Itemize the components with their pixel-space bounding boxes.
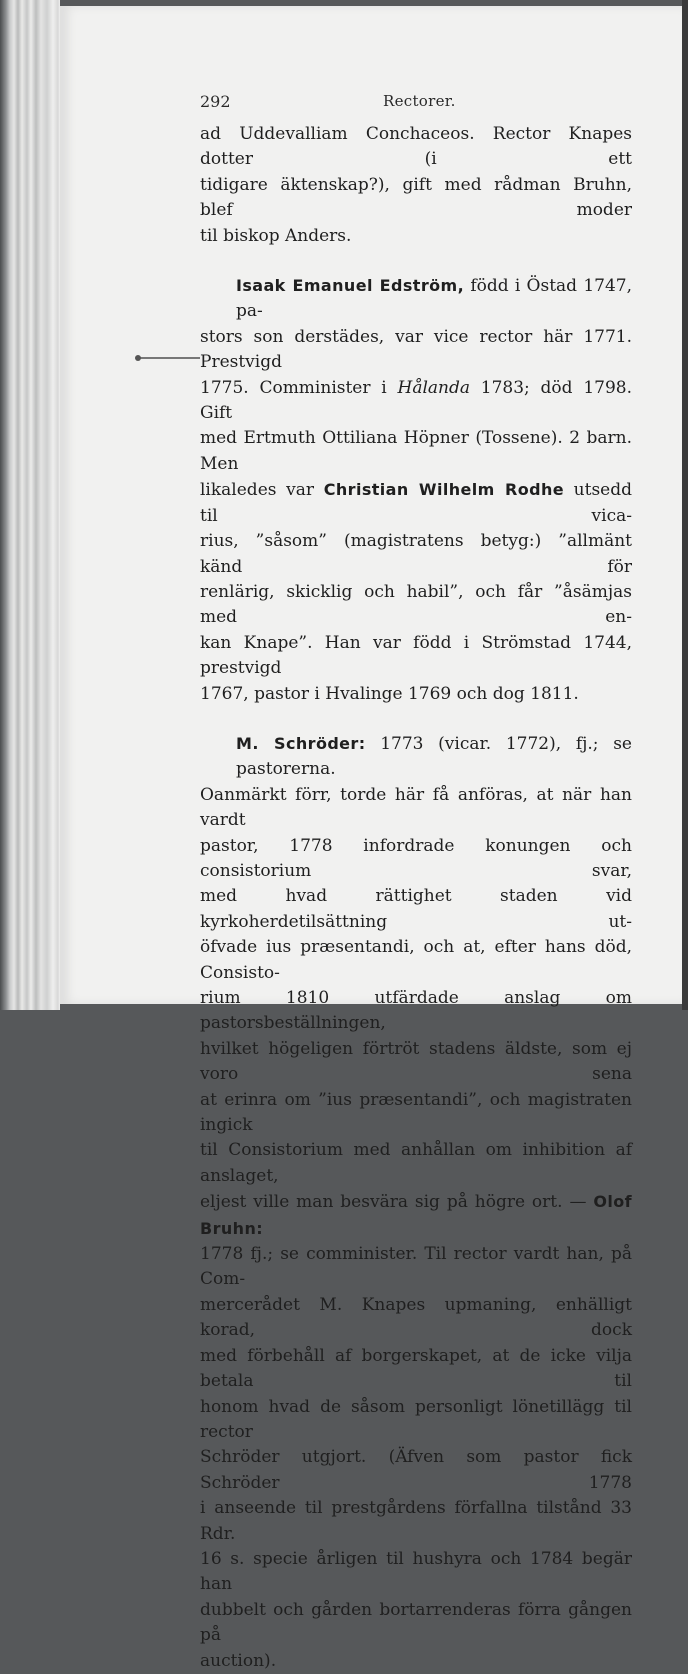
text-line: likaledes var Christian Wilhelm Rodhe utsedd til vica-	[200, 480, 633, 526]
text-line: rius, ”såsom” (magistratens betyg:) ”allmänt känd för	[200, 531, 632, 577]
text-line: kan Knape”. Han var född i Strömstad 1744, prestvigd	[200, 632, 632, 679]
text-line: 1767, pastor i Hvalinge 1769 och dog 1811.	[200, 683, 579, 704]
text-line: 1778 fj.; se comminister. Til rector vardt han, på Com-	[200, 1244, 632, 1290]
text-line: til biskop Anders.	[200, 225, 352, 246]
text-line: pastor, 1778 infordrade konungen och consistorium svar,	[200, 835, 632, 881]
place-name: Hålanda	[397, 377, 470, 398]
text-line: honom hvad de såsom personligt lönetillägg til rector	[200, 1396, 632, 1442]
text-line: Isaak Emanuel Edström, född i Östad 1747, pa-	[236, 276, 632, 322]
text-line: renlärig, skicklig och habil”, och får ”åsämjas med en-	[200, 581, 632, 628]
scan-right-edge	[682, 0, 688, 1010]
text-line: M. Schröder: 1773 (vicar. 1772), fj.; se pastorerna.	[236, 733, 632, 780]
running-title: Rectorer.	[383, 92, 456, 110]
text-line: dubbelt och gården bortarrenderas förra gången på	[200, 1599, 632, 1646]
margin-pointer-mark	[140, 357, 200, 359]
text-line: ad Uddevalliam Conchaceos. Rector Knapes dotter (i ett	[200, 124, 632, 170]
text-line: med Ertmuth Ottiliana Höpner (Tossene). 2 barn. Men	[200, 428, 632, 474]
text-line: öfvade ius præsentandi, och at, efter hans död, Consisto-	[200, 937, 632, 983]
text-line: 1775. Comminister i Hålanda 1783; död 1798. Gift	[200, 377, 632, 424]
text-line: tidigare äktenskap?), gift med rådman Bruhn, blef moder	[200, 174, 632, 221]
text-line: 16 s. specie årligen til hushyra och 1784 begär han	[200, 1548, 632, 1595]
text-line: med förbehåll af borgerskapet, at de icke vilja betala til	[200, 1345, 632, 1392]
text-line: i anseende til prestgårdens förfallna tilstånd 33 Rdr.	[200, 1498, 632, 1544]
person-name: M. Schröder:	[236, 733, 366, 753]
person-name: Olof Bruhn:	[200, 1192, 632, 1238]
page-number: 292	[200, 92, 231, 111]
text-line: eljest ville man besvära sig på högre ort. — Olof Bruhn:	[200, 1192, 632, 1238]
text-line: med hvad rättighet staden vid kyrkoherdetilsättning ut-	[200, 886, 632, 932]
person-name: Christian Wilhelm Rodhe	[323, 480, 564, 500]
text-line: mercerådet M. Knapes upmaning, enhälligt korad, dock	[200, 1294, 632, 1341]
text-line: til Consistorium med anhållan om inhibition af anslaget,	[200, 1140, 632, 1186]
text-line: hvilket högeligen förtröt stadens äldste, som ej voro sena	[200, 1038, 632, 1085]
text-line: stors son derstädes, var vice rector här 1771. Prestvigd	[200, 326, 632, 373]
text-line: rium 1810 utfärdade anslag om pastorsbeställningen,	[200, 988, 632, 1034]
text-line: auction).	[200, 1650, 277, 1671]
page-header	[200, 92, 632, 112]
body-text	[200, 122, 632, 1674]
text-line: at erinra om ”ius præsentandi”, och magistraten ingick	[200, 1089, 632, 1136]
text-line: Schröder utgjort. (Äfven som pastor fick Schröder 1778	[200, 1447, 632, 1493]
person-name: Isaak Emanuel Edström,	[236, 276, 465, 296]
text-line: Oanmärkt förr, torde här få anföras, at när han vardt	[200, 784, 632, 831]
book-spine-edge	[0, 0, 60, 1010]
